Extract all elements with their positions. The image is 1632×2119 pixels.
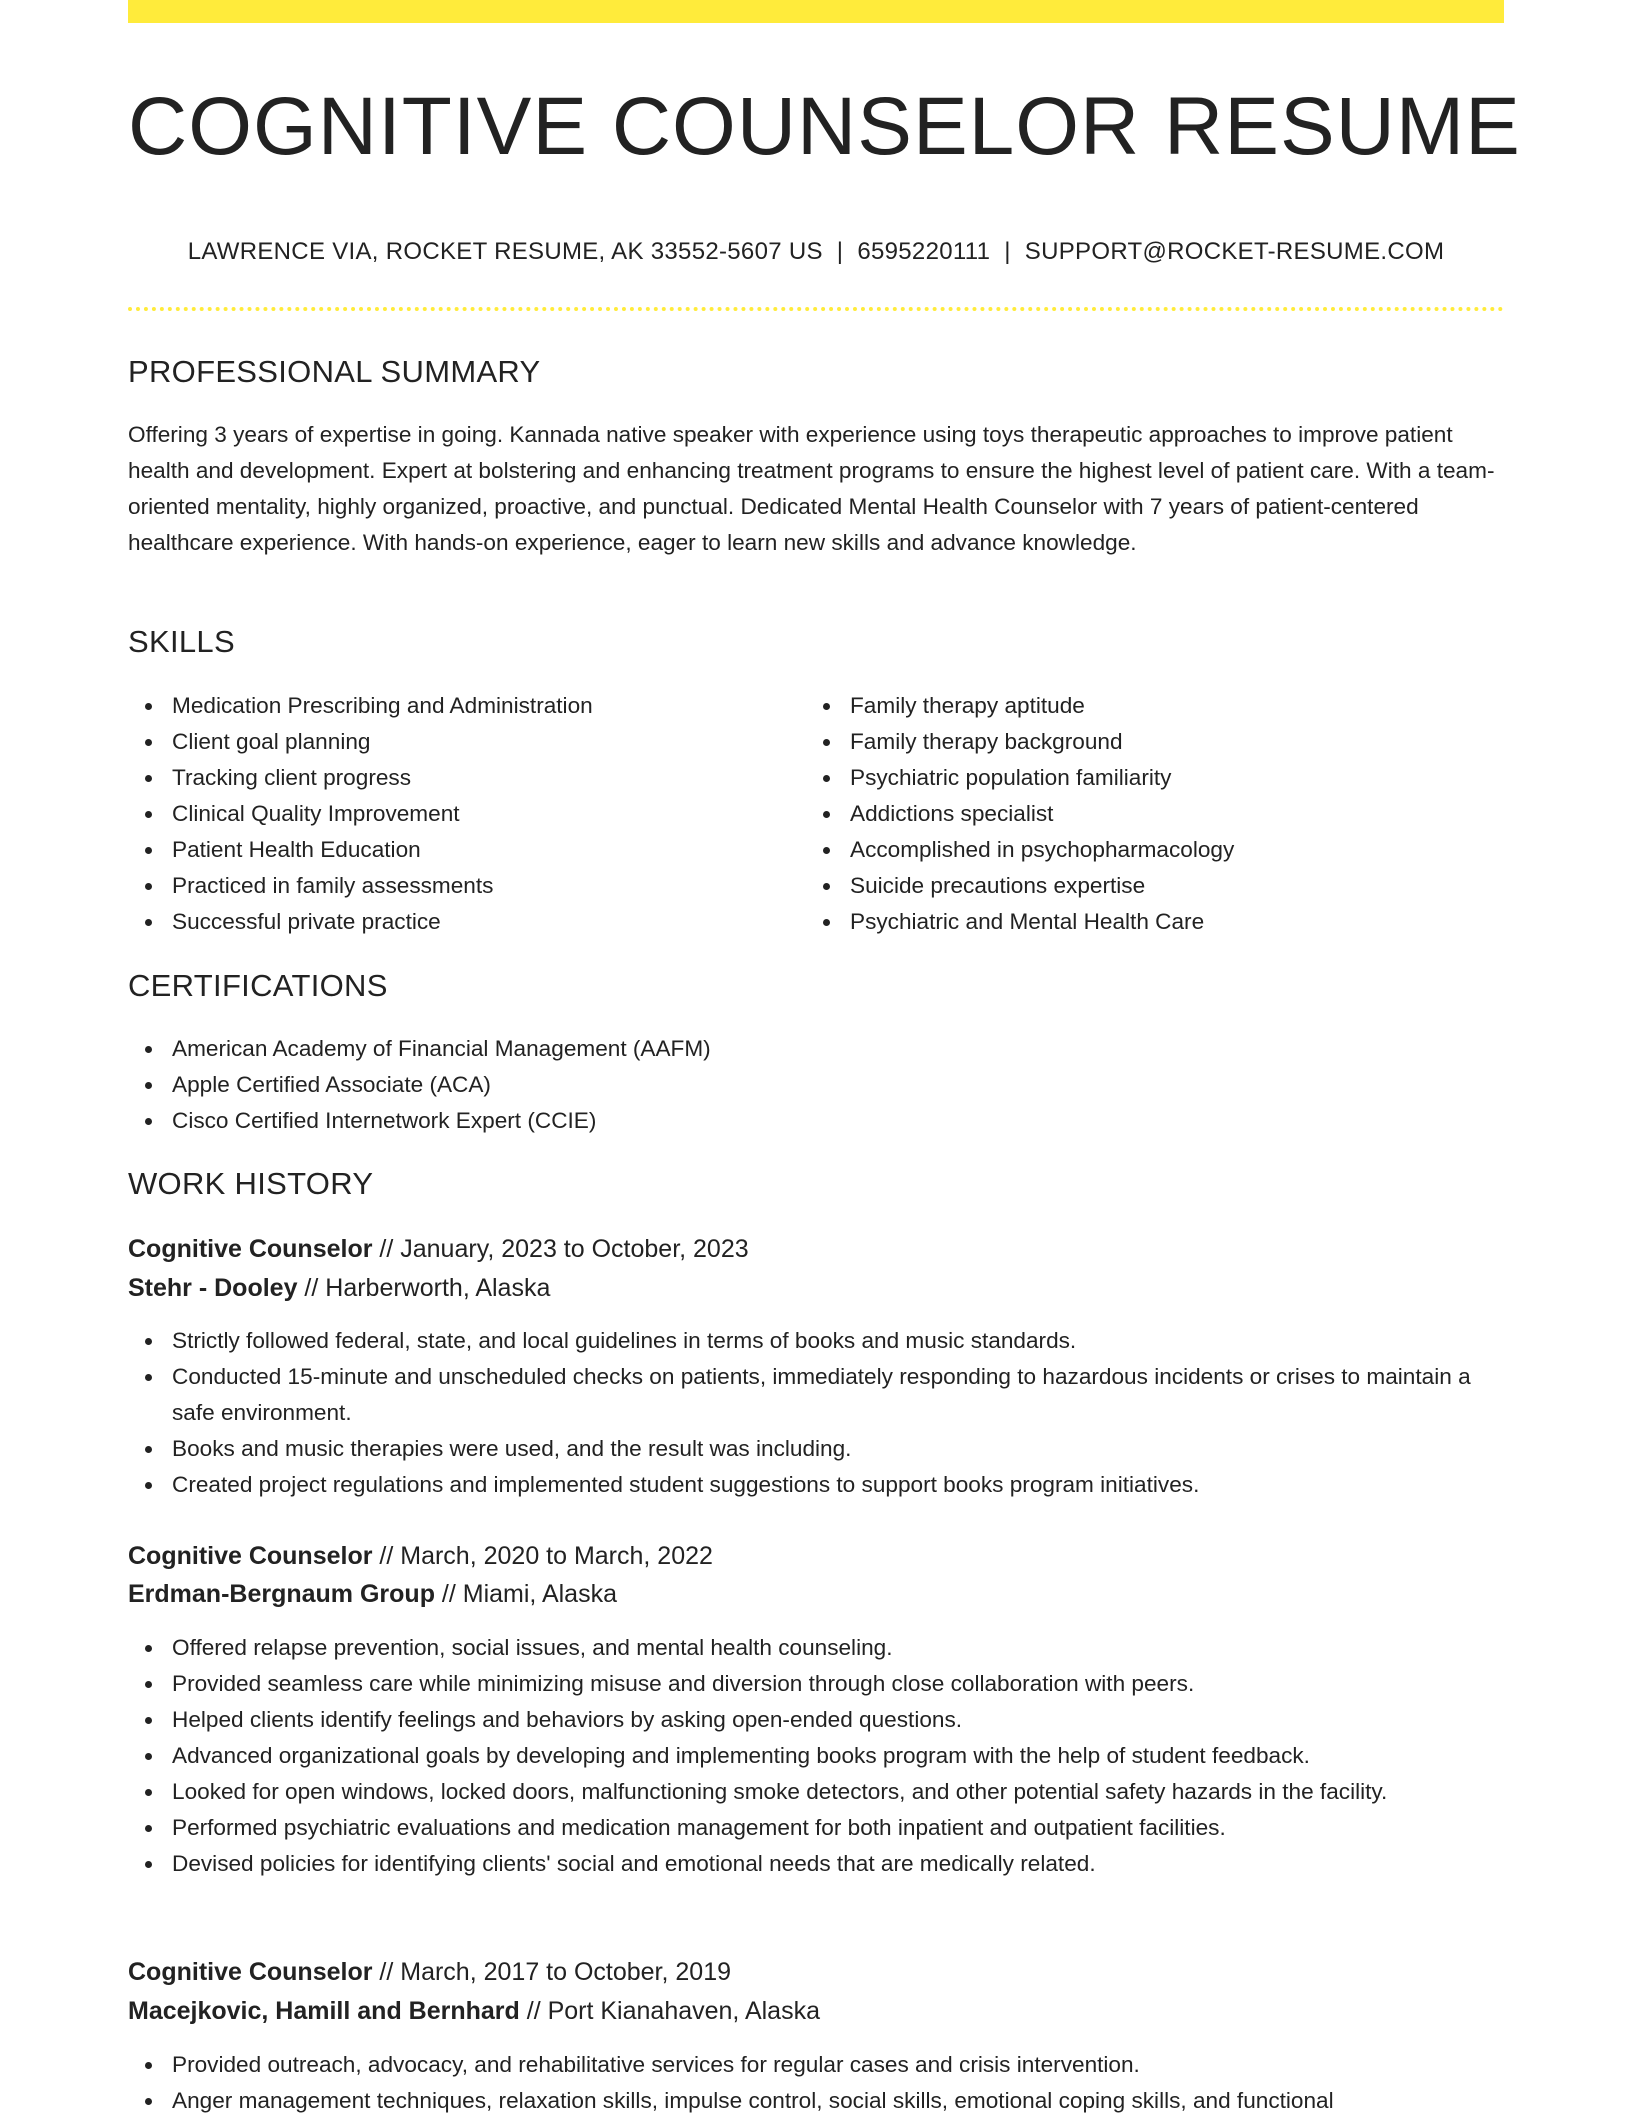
list-item: Addictions specialist: [806, 796, 1504, 832]
list-item: Performed psychiatric evaluations and medication management for both inpatient and outpatient facilities.: [128, 1810, 1504, 1846]
job-location: // Harberworth, Alaska: [297, 1274, 551, 1302]
job-company-line: [128, 1992, 820, 2030]
contact-separator: |: [1004, 238, 1011, 265]
job-dates: // January, 2023 to October, 2023: [372, 1235, 749, 1263]
job-bullets: [128, 2047, 1504, 2119]
list-item: Successful private practice: [128, 904, 804, 940]
list-item: Tracking client progress: [128, 760, 804, 796]
list-item: Patient Health Education: [128, 832, 804, 868]
dotted-divider: [128, 307, 1504, 311]
list-item: Family therapy background: [806, 724, 1504, 760]
job-location: // Miami, Alaska: [434, 1580, 617, 1608]
job-location: // Port Kianahaven, Alaska: [519, 1997, 820, 2025]
list-item: Medication Prescribing and Administration: [128, 688, 804, 724]
summary-text: Offering 3 years of expertise in going. Kannada native speaker with experience using toys therapeutic approaches to improve patient health and development. Expert at bolstering and enhancing treatment programs to ensure the highest level of patient care. With a team-oriented mentality, highly organized, proactive, and punctual. Dedicated Mental Health Counselor with 7 years of patient-centered healthcare experience. With hands-on experience, eager to learn new skills and advance knowledge.: [128, 422, 1495, 555]
certifications-heading: CERTIFICATIONS: [128, 968, 388, 1003]
job-company: Erdman-Bergnaum Group: [128, 1580, 435, 1608]
list-item: Psychiatric and Mental Health Care: [806, 904, 1504, 940]
list-item: Suicide precautions expertise: [806, 868, 1504, 904]
certifications-list: [128, 1031, 1504, 1139]
job-role: Cognitive Counselor: [128, 1542, 373, 1570]
contact-phone: 6595220111: [857, 238, 991, 265]
list-item: Practiced in family assessments: [128, 868, 804, 904]
job-role: Cognitive Counselor: [128, 1235, 373, 1263]
contact-email: SUPPORT@ROCKET-RESUME.COM: [1024, 238, 1445, 265]
job-company: Stehr - Dooley: [128, 1274, 298, 1302]
work-history-heading: WORK HISTORY: [128, 1166, 374, 1201]
job-title-line: [128, 1953, 731, 1991]
list-item: Created project regulations and implemented student suggestions to support books program initiatives.: [128, 1467, 1504, 1503]
list-item: Client goal planning: [128, 724, 804, 760]
job-role: Cognitive Counselor: [128, 1958, 373, 1986]
list-item: Looked for open windows, locked doors, malfunctioning smoke detectors, and other potential safety hazards in the facility.: [128, 1774, 1504, 1810]
summary-heading: PROFESSIONAL SUMMARY: [128, 354, 541, 389]
contact-address: LAWRENCE VIA, ROCKET RESUME, AK 33552-5607 US: [187, 238, 823, 265]
job-title-line: [128, 1230, 749, 1268]
list-item: Helped clients identify feelings and behaviors by asking open-ended questions.: [128, 1702, 1504, 1738]
job-bullets: [128, 1630, 1504, 1882]
contact-separator: |: [836, 238, 844, 265]
page-title: COGNITIVE COUNSELOR RESUME: [128, 81, 1521, 172]
list-item: Psychiatric population familiarity: [806, 760, 1504, 796]
list-item: Accomplished in psychopharmacology: [806, 832, 1504, 868]
list-item: Provided seamless care while minimizing misuse and diversion through close collaboration with peers.: [128, 1666, 1504, 1702]
list-item: Cisco Certified Internetwork Expert (CCIE): [128, 1103, 1504, 1139]
job-dates: // March, 2017 to October, 2019: [372, 1958, 732, 1986]
list-item: Books and music therapies were used, and the result was including.: [128, 1431, 1504, 1467]
list-item: Offered relapse prevention, social issues, and mental health counseling.: [128, 1630, 1504, 1666]
skills-list-left: [128, 688, 804, 940]
job-dates: // March, 2020 to March, 2022: [372, 1542, 713, 1570]
list-item: Conducted 15-minute and unscheduled checks on patients, immediately responding to hazardous incidents or crises to maintain a safe environment.: [128, 1359, 1504, 1431]
job-company-line: [128, 1269, 550, 1307]
job-bullets: [128, 1323, 1504, 1503]
accent-top-bar: [128, 0, 1504, 23]
list-item: Family therapy aptitude: [806, 688, 1504, 724]
list-item: Advanced organizational goals by developing and implementing books program with the help of student feedback.: [128, 1738, 1504, 1774]
list-item: Clinical Quality Improvement: [128, 796, 804, 832]
contact-line: [128, 238, 1504, 266]
list-item: Strictly followed federal, state, and local guidelines in terms of books and music standards.: [128, 1323, 1504, 1359]
list-item: Devised policies for identifying clients' social and emotional needs that are medically related.: [128, 1846, 1504, 1882]
job-company-line: [128, 1575, 617, 1613]
list-item: American Academy of Financial Management (AAFM): [128, 1031, 1504, 1067]
job-company: Macejkovic, Hamill and Bernhard: [128, 1997, 520, 2025]
skills-heading: SKILLS: [128, 624, 235, 659]
list-item: Apple Certified Associate (ACA): [128, 1067, 1504, 1103]
list-item: Anger management techniques, relaxation skills, impulse control, social skills, emotional coping skills, and functional: [128, 2083, 1504, 2119]
list-item: Provided outreach, advocacy, and rehabilitative services for regular cases and crisis intervention.: [128, 2047, 1504, 2083]
job-title-line: [128, 1537, 713, 1575]
skills-list-right: [806, 688, 1504, 940]
